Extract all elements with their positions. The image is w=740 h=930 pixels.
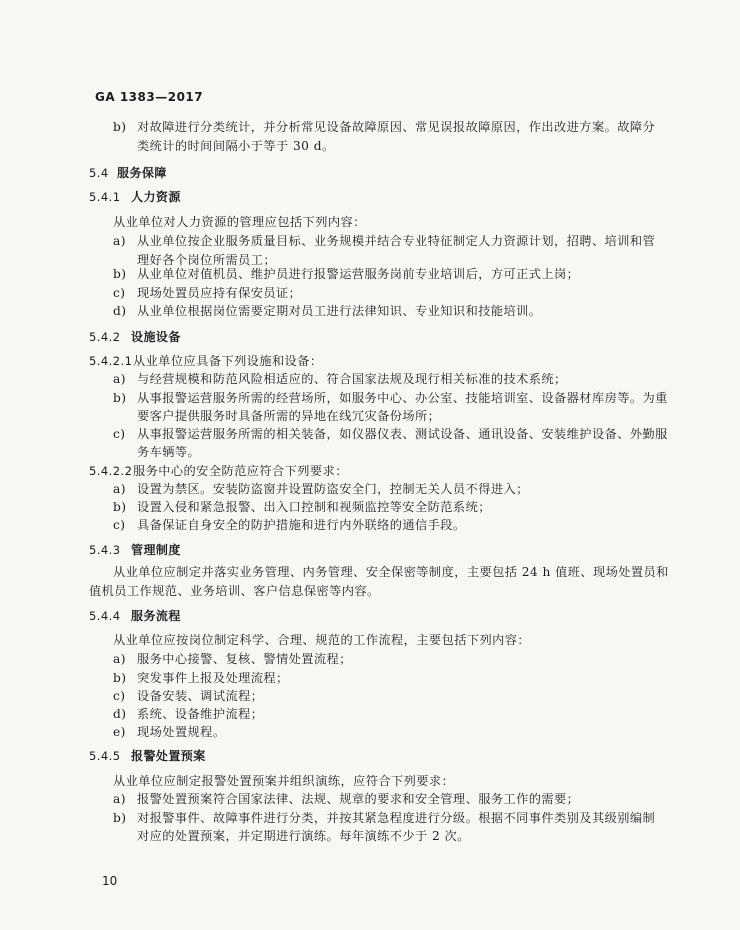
- item-label: b): [113, 811, 127, 825]
- list-item: [113, 119, 655, 135]
- list-item: [113, 371, 567, 387]
- item-text: 设备安装、调试流程；: [137, 689, 264, 703]
- paragraph: 从业单位对人力资源的管理应包括下列内容：: [113, 215, 366, 229]
- list-item: [113, 810, 655, 826]
- paragraph: 从业单位应制定并落实业务管理、内务管理、安全保密等制度，主要包括 24 h 值班、现场处置员和: [113, 565, 669, 579]
- section-heading: [89, 165, 167, 181]
- list-item: [113, 285, 301, 301]
- item-label: c): [113, 427, 126, 441]
- item-text: 从事报警运营服务所需的经营场所，如服务中心、办公室、技能培训室、设备器材库房等。为重: [137, 391, 668, 405]
- item-label: a): [113, 234, 126, 248]
- item-text: 从事报警运营服务所需的相关装备，如仪器仪表、测试设备、通讯设备、安装维护设备、外勤服: [137, 427, 668, 441]
- list-item: [113, 517, 466, 533]
- page-number: 10: [102, 874, 118, 888]
- item-label: b): [113, 671, 127, 685]
- section-title: 服务保障: [117, 166, 167, 180]
- clause: [89, 463, 348, 479]
- subsection-number: 5.4.3: [89, 543, 121, 557]
- subsection-heading: [89, 189, 181, 205]
- clause: [89, 353, 323, 369]
- item-text: 从业单位根据岗位需要定期对员工进行法律知识、专业知识和技能培训。: [137, 304, 542, 318]
- subsection-heading: [89, 608, 181, 624]
- list-item: [113, 670, 289, 686]
- paragraph: 从业单位应制定报警处置预案并组织演练，应符合下列要求：: [113, 774, 455, 788]
- clause-text: 从业单位应具备下列设施和设备：: [133, 354, 323, 368]
- list-item: [113, 390, 668, 406]
- subsection-title: 人力资源: [131, 190, 181, 204]
- list-item: [113, 651, 352, 667]
- item-label: e): [113, 725, 126, 739]
- item-label: a): [113, 792, 126, 806]
- clause-number: 5.4.2.2: [89, 464, 133, 478]
- item-text: 设置入侵和紧急报警、出入口控制和视频监控等安全防范系统；: [137, 500, 491, 514]
- item-text-continued: 对应的处置预案，并定期进行演练。每年演练不少于 2 次。: [137, 829, 470, 843]
- standard-code: GA 1383—2017: [95, 90, 204, 104]
- clause-text: 服务中心的安全防范应符合下列要求：: [133, 464, 348, 478]
- subsection-heading: [89, 542, 181, 558]
- item-text: 现场处置员应持有保安员证；: [137, 286, 302, 300]
- list-item: [113, 426, 668, 442]
- subsection-title: 报警处置预案: [131, 749, 206, 763]
- clause-number: 5.4.2.1: [89, 354, 133, 368]
- list-item: [113, 791, 579, 807]
- item-text: 与经营规模和防范风险相适应的、符合国家法规及现行相关标准的技术系统；: [137, 372, 567, 386]
- subsection-title: 服务流程: [131, 609, 181, 623]
- item-text: 服务中心接警、复核、警情处置流程；: [137, 652, 352, 666]
- item-text: 现场处置规程。: [137, 725, 226, 739]
- item-text: 从业单位对值机员、维护员进行报警运营服务岗前专业培训后，方可正式上岗；: [137, 267, 580, 281]
- subsection-number: 5.4.2: [89, 330, 121, 344]
- list-item: [113, 688, 263, 704]
- item-label: a): [113, 652, 126, 666]
- item-text: 具备保证自身安全的防护措施和进行内外联络的通信手段。: [137, 518, 466, 532]
- subsection-title: 设施设备: [131, 330, 181, 344]
- list-item: [113, 233, 655, 249]
- item-label: c): [113, 689, 126, 703]
- item-text: 对故障进行分类统计，并分析常见设备故障原因、常见误报故障原因，作出改进方案。故障分: [137, 120, 656, 134]
- item-text-continued: 理好各个岗位所需员工；: [137, 253, 277, 267]
- paragraph-continued: 值机员工作规范、业务培训、客户信息保密等内容。: [89, 584, 380, 598]
- subsection-title: 管理制度: [131, 543, 181, 557]
- subsection-heading: [89, 329, 181, 345]
- item-label: d): [113, 304, 127, 318]
- item-label: c): [113, 286, 126, 300]
- item-label: b): [113, 500, 127, 514]
- item-text: 设置为禁区。安装防盗窗并设置防盗安全门，控制无关人员不得进入；: [137, 482, 529, 496]
- list-item: [113, 481, 529, 497]
- item-text: 突发事件上报及处理流程；: [137, 671, 289, 685]
- subsection-number: 5.4.5: [89, 749, 121, 763]
- item-text: 对报警事件、故障事件进行分类，并按其紧急程度进行分级。根据不同事件类别及其级别编制: [137, 811, 656, 825]
- list-item: [113, 499, 491, 515]
- list-item: [113, 266, 579, 282]
- item-label: b): [113, 120, 127, 134]
- item-label: c): [113, 518, 126, 532]
- section-number: 5.4: [89, 166, 109, 180]
- list-item: [113, 706, 263, 722]
- item-text-continued: 要客户提供服务时具备所需的异地在线冗灾备份场所；: [137, 409, 441, 423]
- item-text-continued: 类统计的时间间隔小于等于 30 d。: [137, 139, 335, 153]
- list-item: [113, 724, 225, 740]
- item-text: 从业单位按企业服务质量目标、业务规模并结合专业特征制定人力资源计划，招聘、培训和管: [137, 234, 656, 248]
- item-text: 系统、设备维护流程；: [137, 707, 264, 721]
- list-item: [113, 303, 541, 319]
- paragraph: 从业单位应按岗位制定科学、合理、规范的工作流程，主要包括下列内容：: [113, 633, 531, 647]
- item-label: b): [113, 391, 127, 405]
- item-label: a): [113, 372, 126, 386]
- subsection-number: 5.4.1: [89, 190, 121, 204]
- item-text-continued: 务车辆等。: [137, 445, 201, 459]
- subsection-number: 5.4.4: [89, 609, 121, 623]
- item-label: b): [113, 267, 127, 281]
- subsection-heading: [89, 748, 206, 764]
- item-label: a): [113, 482, 126, 496]
- item-text: 报警处置预案符合国家法律、法规、规章的要求和安全管理、服务工作的需要；: [137, 792, 580, 806]
- item-label: d): [113, 707, 127, 721]
